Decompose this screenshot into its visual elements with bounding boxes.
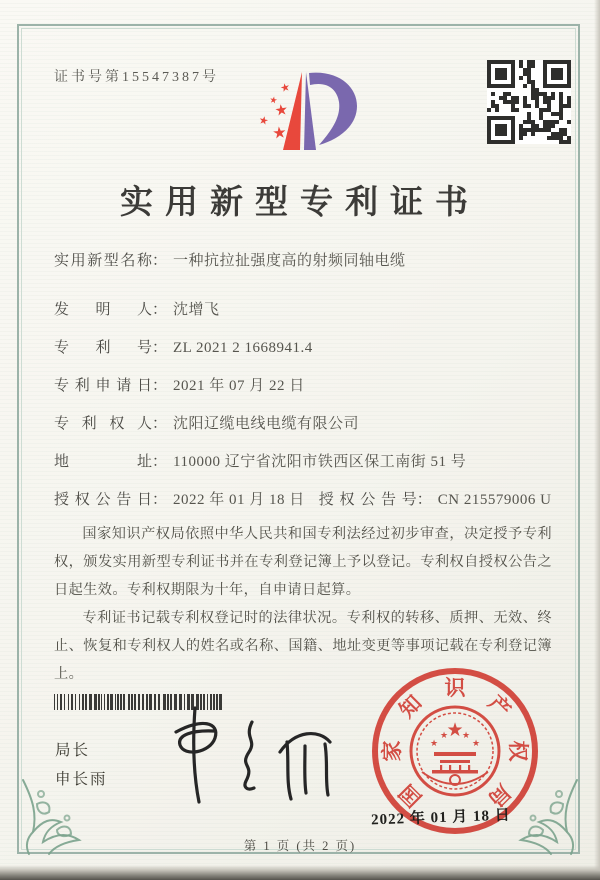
legal-text <box>54 520 552 688</box>
certificate-title: 实用新型专利证书 <box>120 185 480 221</box>
colon: ： <box>152 302 168 318</box>
corner-ornament-icon <box>19 770 103 856</box>
field-filing-date <box>54 375 560 397</box>
svg-text:★: ★ <box>268 94 279 106</box>
field-label: 实用新型名称 <box>54 253 152 269</box>
field-value: CN 215579006 U <box>437 492 552 508</box>
legal-paragraph-2: 专利证书记载专利权登记时的法律状况。专利权的转移、质押、无效、终止、恢复和专利权人的姓名或名称、国籍、地址变更等事项记载在专利登记簿上。 <box>54 610 552 682</box>
colon: ： <box>152 253 168 269</box>
seal-date: 2022 年 01 月 18 日 <box>370 807 512 829</box>
field-inventor <box>54 299 560 321</box>
field-label: 专利号 <box>54 340 152 356</box>
certificate-fields <box>54 250 560 527</box>
seal-national-emblem-icon <box>411 707 499 795</box>
colon: ： <box>152 454 168 470</box>
svg-text:★: ★ <box>273 102 290 120</box>
field-patent-number <box>54 337 560 359</box>
svg-text:家: 家 <box>380 740 404 762</box>
certificate-number: 证书号第15547387号 <box>54 70 219 85</box>
svg-text:★: ★ <box>429 738 439 748</box>
signature-icon <box>146 700 356 812</box>
field-value: 沈增飞 <box>173 302 220 318</box>
colon: ： <box>152 416 168 432</box>
field-utility-model-name <box>54 250 560 272</box>
svg-text:产: 产 <box>483 690 516 723</box>
cnipa-logo-icon <box>233 58 367 168</box>
field-label: 地址 <box>54 454 152 470</box>
svg-text:★: ★ <box>279 81 292 96</box>
field-value: 一种抗拉扯强度高的射频同轴电缆 <box>173 253 406 269</box>
svg-text:★: ★ <box>271 124 288 143</box>
svg-text:★: ★ <box>471 738 481 748</box>
svg-text:局: 局 <box>483 779 516 812</box>
svg-text:★: ★ <box>439 730 449 740</box>
field-address <box>54 451 560 473</box>
signatory-title: 局长 <box>55 742 91 759</box>
field-label: 专利申请日 <box>54 378 152 394</box>
field-label: 发明人 <box>54 302 152 318</box>
field-value: 沈阳辽缆电线电缆有限公司 <box>173 416 360 432</box>
svg-text:★: ★ <box>461 730 471 740</box>
colon: ： <box>152 378 168 394</box>
colon: ： <box>416 492 432 508</box>
field-patentee <box>54 413 560 435</box>
colon: ： <box>152 340 168 356</box>
logo-stars <box>258 81 292 143</box>
legal-paragraph-1: 国家知识产权局依照中华人民共和国专利法经过初步审查，决定授予专利权，颁发实用新型专利证书并在专利登记簿上予以登记。专利权自授权公告之日起生效。专利权期限为十年，自申请日起算。 <box>54 526 552 598</box>
svg-text:权: 权 <box>506 740 530 762</box>
svg-text:知: 知 <box>394 690 427 723</box>
svg-text:★: ★ <box>257 114 270 128</box>
field-value: 2021 年 07 月 22 日 <box>173 378 305 394</box>
field-value: 110000 辽宁省沈阳市铁西区保工南街 51 号 <box>173 454 467 470</box>
field-label: 授权公告号 <box>318 492 417 508</box>
field-label: 授权公告日 <box>54 492 152 508</box>
svg-text:国: 国 <box>394 779 427 812</box>
qr-code-icon <box>487 60 571 144</box>
field-grant-row <box>54 489 560 511</box>
colon: ： <box>152 492 168 508</box>
logo-purple-bowl <box>309 73 357 145</box>
page-number: 第 1 页 (共 2 页) <box>243 839 357 853</box>
signatory-name: 申长雨 <box>55 771 108 788</box>
svg-text:识: 识 <box>444 676 466 700</box>
field-value: 2022 年 01 月 18 日 <box>173 492 305 508</box>
field-value: ZL 2021 2 1668941.4 <box>173 340 313 356</box>
field-label: 专利权人 <box>54 416 152 432</box>
scan-edge-shadow <box>594 0 600 880</box>
svg-text:★: ★ <box>446 720 464 741</box>
scan-edge-shadow <box>0 865 600 880</box>
